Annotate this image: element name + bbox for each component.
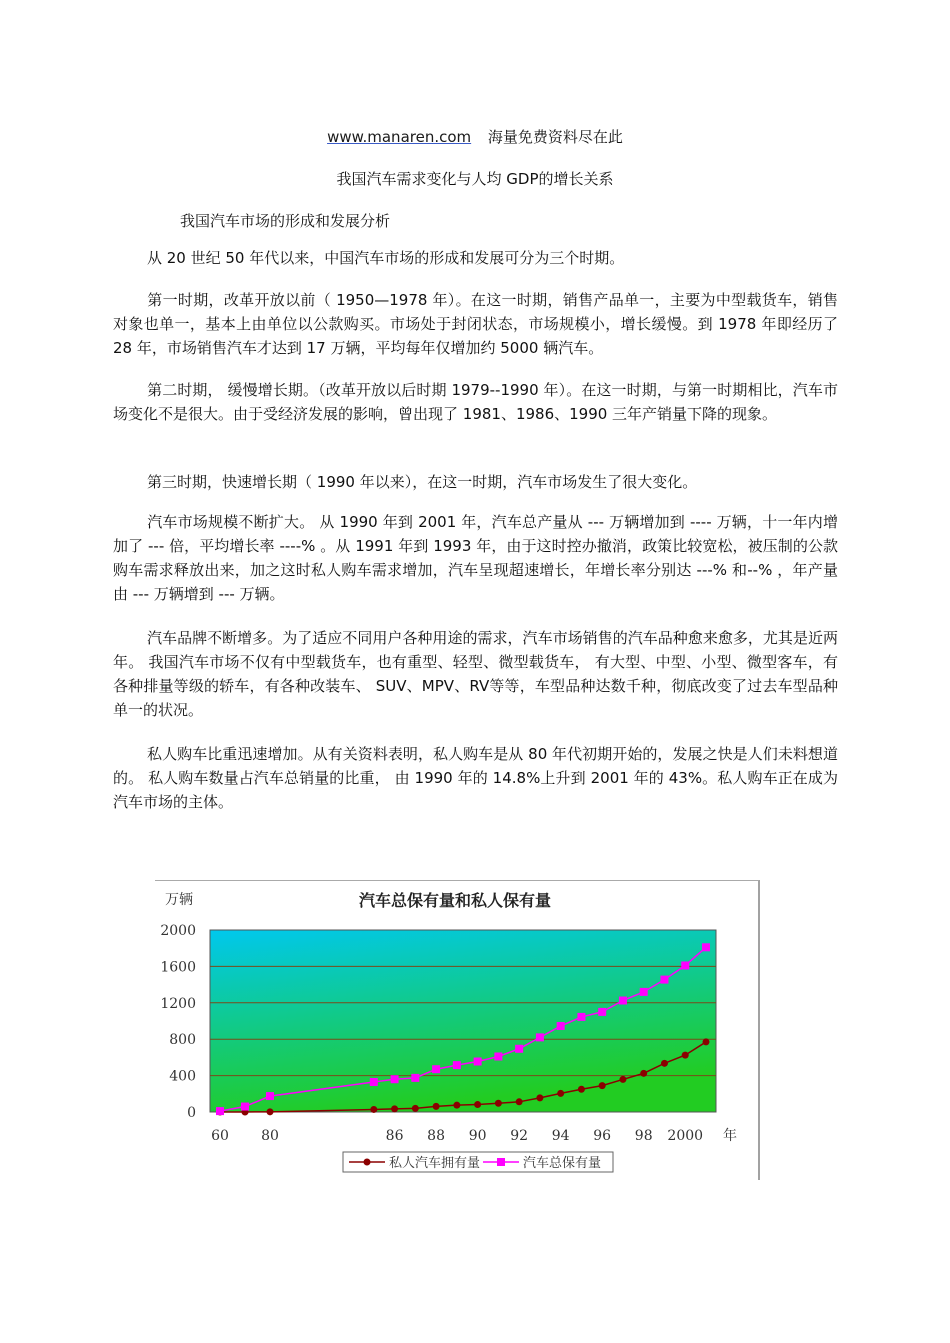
data-point bbox=[266, 1092, 274, 1100]
x-tick-label: 86 bbox=[385, 1128, 404, 1144]
x-tick-label: 90 bbox=[468, 1128, 487, 1144]
data-point bbox=[660, 976, 668, 984]
legend-private-marker bbox=[364, 1159, 371, 1166]
data-point bbox=[370, 1106, 377, 1113]
data-point bbox=[557, 1022, 565, 1030]
data-point bbox=[557, 1090, 564, 1097]
y-tick-label: 1200 bbox=[160, 995, 196, 1012]
x-axis-unit: 年 bbox=[723, 1128, 737, 1144]
data-point bbox=[640, 1070, 647, 1077]
data-point bbox=[241, 1103, 249, 1111]
data-point bbox=[619, 1076, 626, 1083]
paragraph-market-scale: 汽车市场规模不断扩大。 从 1990 年到 2001 年，汽车总产量从 --- 万辆增加到 ---- 万辆，十一年内增加了 --- 倍，平均增长率 ----% 。从 1991 年到 1993 年，由于这时控办撤消，政策比较宽松，被压制的公款购车需求释放出来，加之这时私人购车需求增加，汽车呈现超速增长，年增长率分别达 ---% 和--% ，年产量由 --- 万辆增到 --- 万辆。 bbox=[113, 513, 838, 603]
x-tick-label: 80 bbox=[261, 1128, 279, 1144]
y-tick-label: 0 bbox=[187, 1105, 196, 1121]
data-point bbox=[391, 1105, 398, 1112]
data-point bbox=[661, 1060, 668, 1067]
data-point bbox=[267, 1108, 274, 1115]
vehicle-ownership-chart bbox=[155, 880, 760, 1180]
data-point bbox=[216, 1107, 224, 1115]
y-tick-label: 800 bbox=[169, 1032, 196, 1049]
plot-area bbox=[210, 930, 716, 1112]
data-point bbox=[432, 1065, 440, 1073]
x-tick-label: 94 bbox=[551, 1128, 570, 1144]
header-tagline: 海量免费资料尽在此 bbox=[487, 128, 623, 146]
data-point bbox=[412, 1105, 419, 1112]
paragraph-brands: 汽车品牌不断增多。为了适应不同用户各种用途的需求，汽车市场销售的汽车品种愈来愈多，尤其是近两年。 我国汽车市场不仅有中型载货车，也有重型、轻型、微型载货车， 有大型、中型、小型、微型客车，有各种排量等级的轿车，有各种改装车、 SUV、MPV、RV等等，车型品种达数千种，彻底改变了过去车型品种单一的状况。 bbox=[113, 629, 838, 719]
y-axis-unit: 万辆 bbox=[165, 892, 193, 908]
data-point bbox=[474, 1057, 482, 1065]
data-point bbox=[536, 1094, 543, 1101]
data-point bbox=[453, 1061, 461, 1069]
data-point bbox=[702, 943, 710, 951]
x-tick-label: 2000 bbox=[667, 1128, 704, 1144]
section-subtitle: 我国汽车市场的形成和发展分析 bbox=[180, 212, 391, 230]
data-point bbox=[433, 1103, 440, 1110]
data-point bbox=[598, 1008, 606, 1016]
data-point bbox=[640, 988, 648, 996]
data-point bbox=[516, 1098, 523, 1105]
x-axis-ticks bbox=[211, 1128, 703, 1144]
document-title: 我国汽车需求变化与人均 GDP的增长关系 bbox=[336, 170, 614, 188]
data-point bbox=[494, 1052, 502, 1060]
data-point bbox=[453, 1102, 460, 1109]
chart-svg bbox=[155, 880, 760, 1180]
paragraph-private-purchase: 私人购车比重迅速增加。从有关资料表明，私人购车是从 80 年代初期开始的，发展之快是人们未料想道的。 私人购车数量占汽车总销量的比重， 由 1990 年的 14.8%上升到 2001 年的 43%。私人购车正在成为汽车市场的主体。 bbox=[113, 745, 838, 811]
paragraph-period-1: 第一时期，改革开放以前（ 1950—1978 年）。在这一时期，销售产品单一，主要为中型载货车，销售对象也单一，基本上由单位以公款购买。市场处于封闭状态，市场规模小，增长缓慢。到 1978 年即经历了 28 年，市场销售汽车才达到 17 万辆，平均每年仅增加约 5000 辆汽车。 bbox=[113, 291, 838, 357]
chart-legend bbox=[343, 1152, 613, 1172]
data-point bbox=[411, 1074, 419, 1082]
y-tick-label: 400 bbox=[169, 1068, 196, 1085]
page-header bbox=[0, 126, 950, 147]
legend-total-marker bbox=[497, 1158, 505, 1166]
x-tick-label: 88 bbox=[427, 1128, 446, 1144]
data-point bbox=[578, 1086, 585, 1093]
data-point bbox=[536, 1033, 544, 1041]
data-point bbox=[681, 961, 689, 969]
data-point bbox=[474, 1101, 481, 1108]
data-point bbox=[619, 997, 627, 1005]
data-point bbox=[391, 1075, 399, 1083]
website-link[interactable]: www.manaren.com bbox=[327, 128, 472, 146]
x-tick-label: 60 bbox=[211, 1128, 229, 1144]
data-point bbox=[682, 1052, 689, 1059]
x-tick-label: 98 bbox=[634, 1128, 653, 1144]
y-tick-label: 1600 bbox=[160, 959, 196, 976]
x-tick-label: 96 bbox=[593, 1128, 612, 1144]
paragraph-period-2: 第二时期， 缓慢增长期。（改革开放以后时期 1979--1990 年）。在这一时期，与第一时期相比，汽车市场变化不是很大。由于受经济发展的影响，曾出现了 1981、1986、1990 三年产销量下降的现象。 bbox=[113, 381, 838, 423]
x-tick-label: 92 bbox=[510, 1128, 529, 1144]
data-point bbox=[495, 1100, 502, 1107]
data-point bbox=[703, 1038, 710, 1045]
y-tick-label: 2000 bbox=[160, 923, 196, 939]
legend-private-label: 私人汽车拥有量 bbox=[389, 1156, 481, 1171]
paragraph-intro: 从 20 世纪 50 年代以来，中国汽车市场的形成和发展可分为三个时期。 bbox=[147, 249, 625, 267]
legend-total-label: 汽车总保有量 bbox=[523, 1156, 602, 1171]
chart-title: 汽车总保有量和私人保有量 bbox=[358, 891, 552, 910]
paragraph-period-3: 第三时期，快速增长期（ 1990 年以来），在这一时期，汽车市场发生了很大变化。 bbox=[147, 473, 698, 491]
data-point bbox=[577, 1013, 585, 1021]
y-axis-ticks bbox=[160, 923, 196, 1121]
data-point bbox=[370, 1078, 378, 1086]
data-point bbox=[515, 1045, 523, 1053]
data-point bbox=[599, 1082, 606, 1089]
